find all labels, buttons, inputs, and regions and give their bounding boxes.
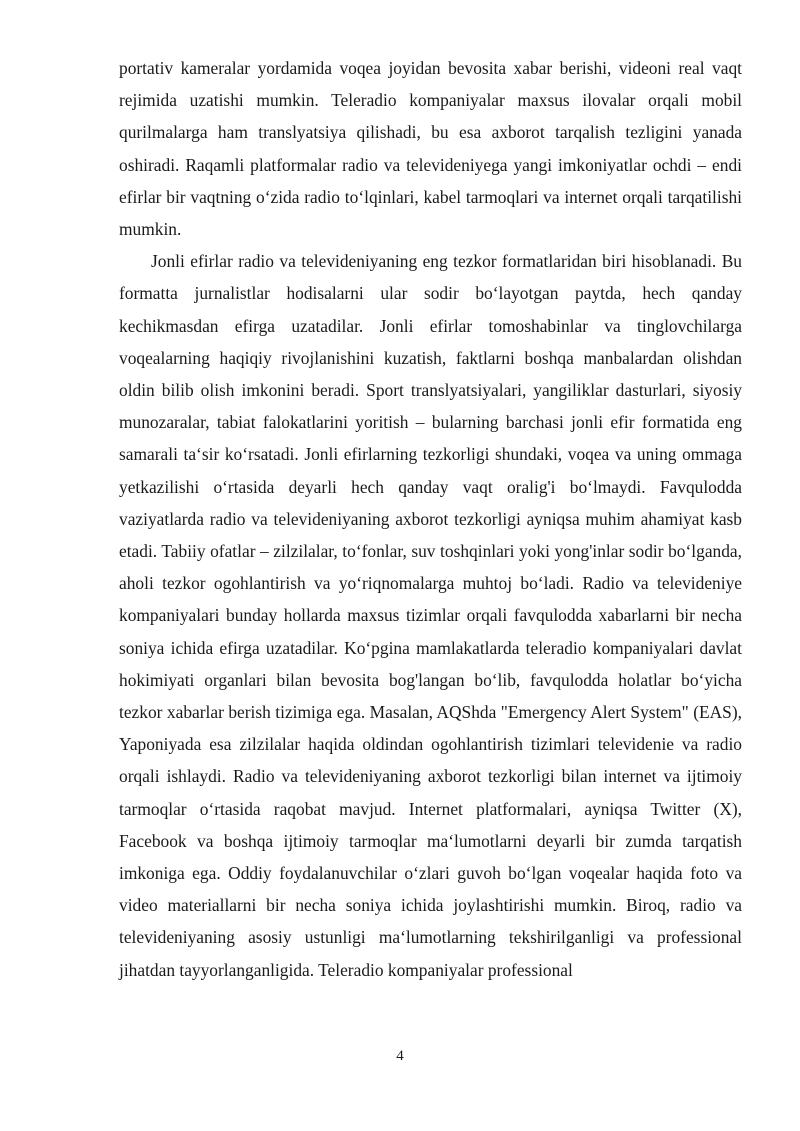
page-number: 4 — [396, 1048, 404, 1064]
body-text — [119, 52, 742, 986]
paragraph-continuation: portativ kameralar yordamida voqea joyidan bevosita xabar berishi, videoni real vaqt rejimida uzatishi mumkin. Teleradio kompaniyalar maxsus ilovalar orqali mobil qurilmalarga ham translyatsiya qilishadi, bu esa axborot tarqalish tezligini yanada oshiradi. Raqamli platformalar radio va televideniyega yangi imkoniyatlar ochdi – endi efirlar bir vaqtning o‘zida radio to‘lqinlari, kabel tarmoqlari va internet orqali tarqatilishi mumkin. — [119, 58, 742, 240]
paragraph-live-broadcasts: Jonli efirlar radio va televideniyaning eng tezkor formatlaridan biri hisoblanadi. Bu formatta jurnalistlar hodisalarni ular sodir bo‘layotgan paytda, hech qanday kechikmasdan efirga uzatadilar. Jonli efirlar tomoshabinlar va tinglovchilarga voqealarning haqiqiy rivojlanishini kuzatish, faktlarni boshqa manbalardan olishdan oldin bilib olish imkonini beradi. Sport translyatsiyalari, yangiliklar dasturlari, siyosiy munozaralar, tabiat falokatlarini yoritish – bularning barchasi jonli efir formatida eng samarali ta‘sir ko‘rsatadi. Jonli efirlarning tezkorligi shundaki, voqea va uning ommaga yetkazilishi o‘rtasida deyarli hech qanday vaqt oralig'i bo‘lmaydi. Favqulodda vaziyatlarda radio va televideniyaning axborot tezkorligi ayniqsa muhim ahamiyat kasb etadi. Tabiiy ofatlar – zilzilalar, to‘fonlar, suv toshqinlari yoki yong'inlar sodir bo‘lganda, aholi tezkor ogohlantirish va yo‘riqnomalarga muhtoj bo‘ladi. Radio va televideniye kompaniyalari bunday hollarda maxsus tizimlar orqali favqulodda xabarlarni bir necha soniya ichida efirga uzatadilar. Ko‘pgina mamlakatlarda teleradio kompaniyalari davlat hokimiyati organlari bilan bevosita bog'langan bo‘lib, favqulodda holatlar bo‘yicha tezkor xabarlar berish tizimiga ega. Masalan, AQShda "Emergency Alert System" (EAS), Yaponiyada esa zilzilalar haqida oldindan ogohlantirish tizimlari televidenie va radio orqali ishlaydi. Radio va televideniyaning axborot tezkorligi bilan internet va ijtimoiy tarmoqlar o‘rtasida raqobat mavjud. Internet platformalari, ayniqsa Twitter (X), Facebook va boshqa ijtimoiy tarmoqlar ma‘lumotlarni deyarli bir zumda tarqatish imkoniga ega. Oddiy foydalanuvchilar o‘zlari guvoh bo‘lgan voqealar haqida foto va video materiallarni bir necha soniya ichida joylashtirishi mumkin. Biroq, radio va televideniyaning asosiy ustunligi ma‘lumotlarning tekshirilganligi va professional jihatdan tayyorlanganligida. Teleradio kompaniyalar professional — [119, 251, 742, 980]
